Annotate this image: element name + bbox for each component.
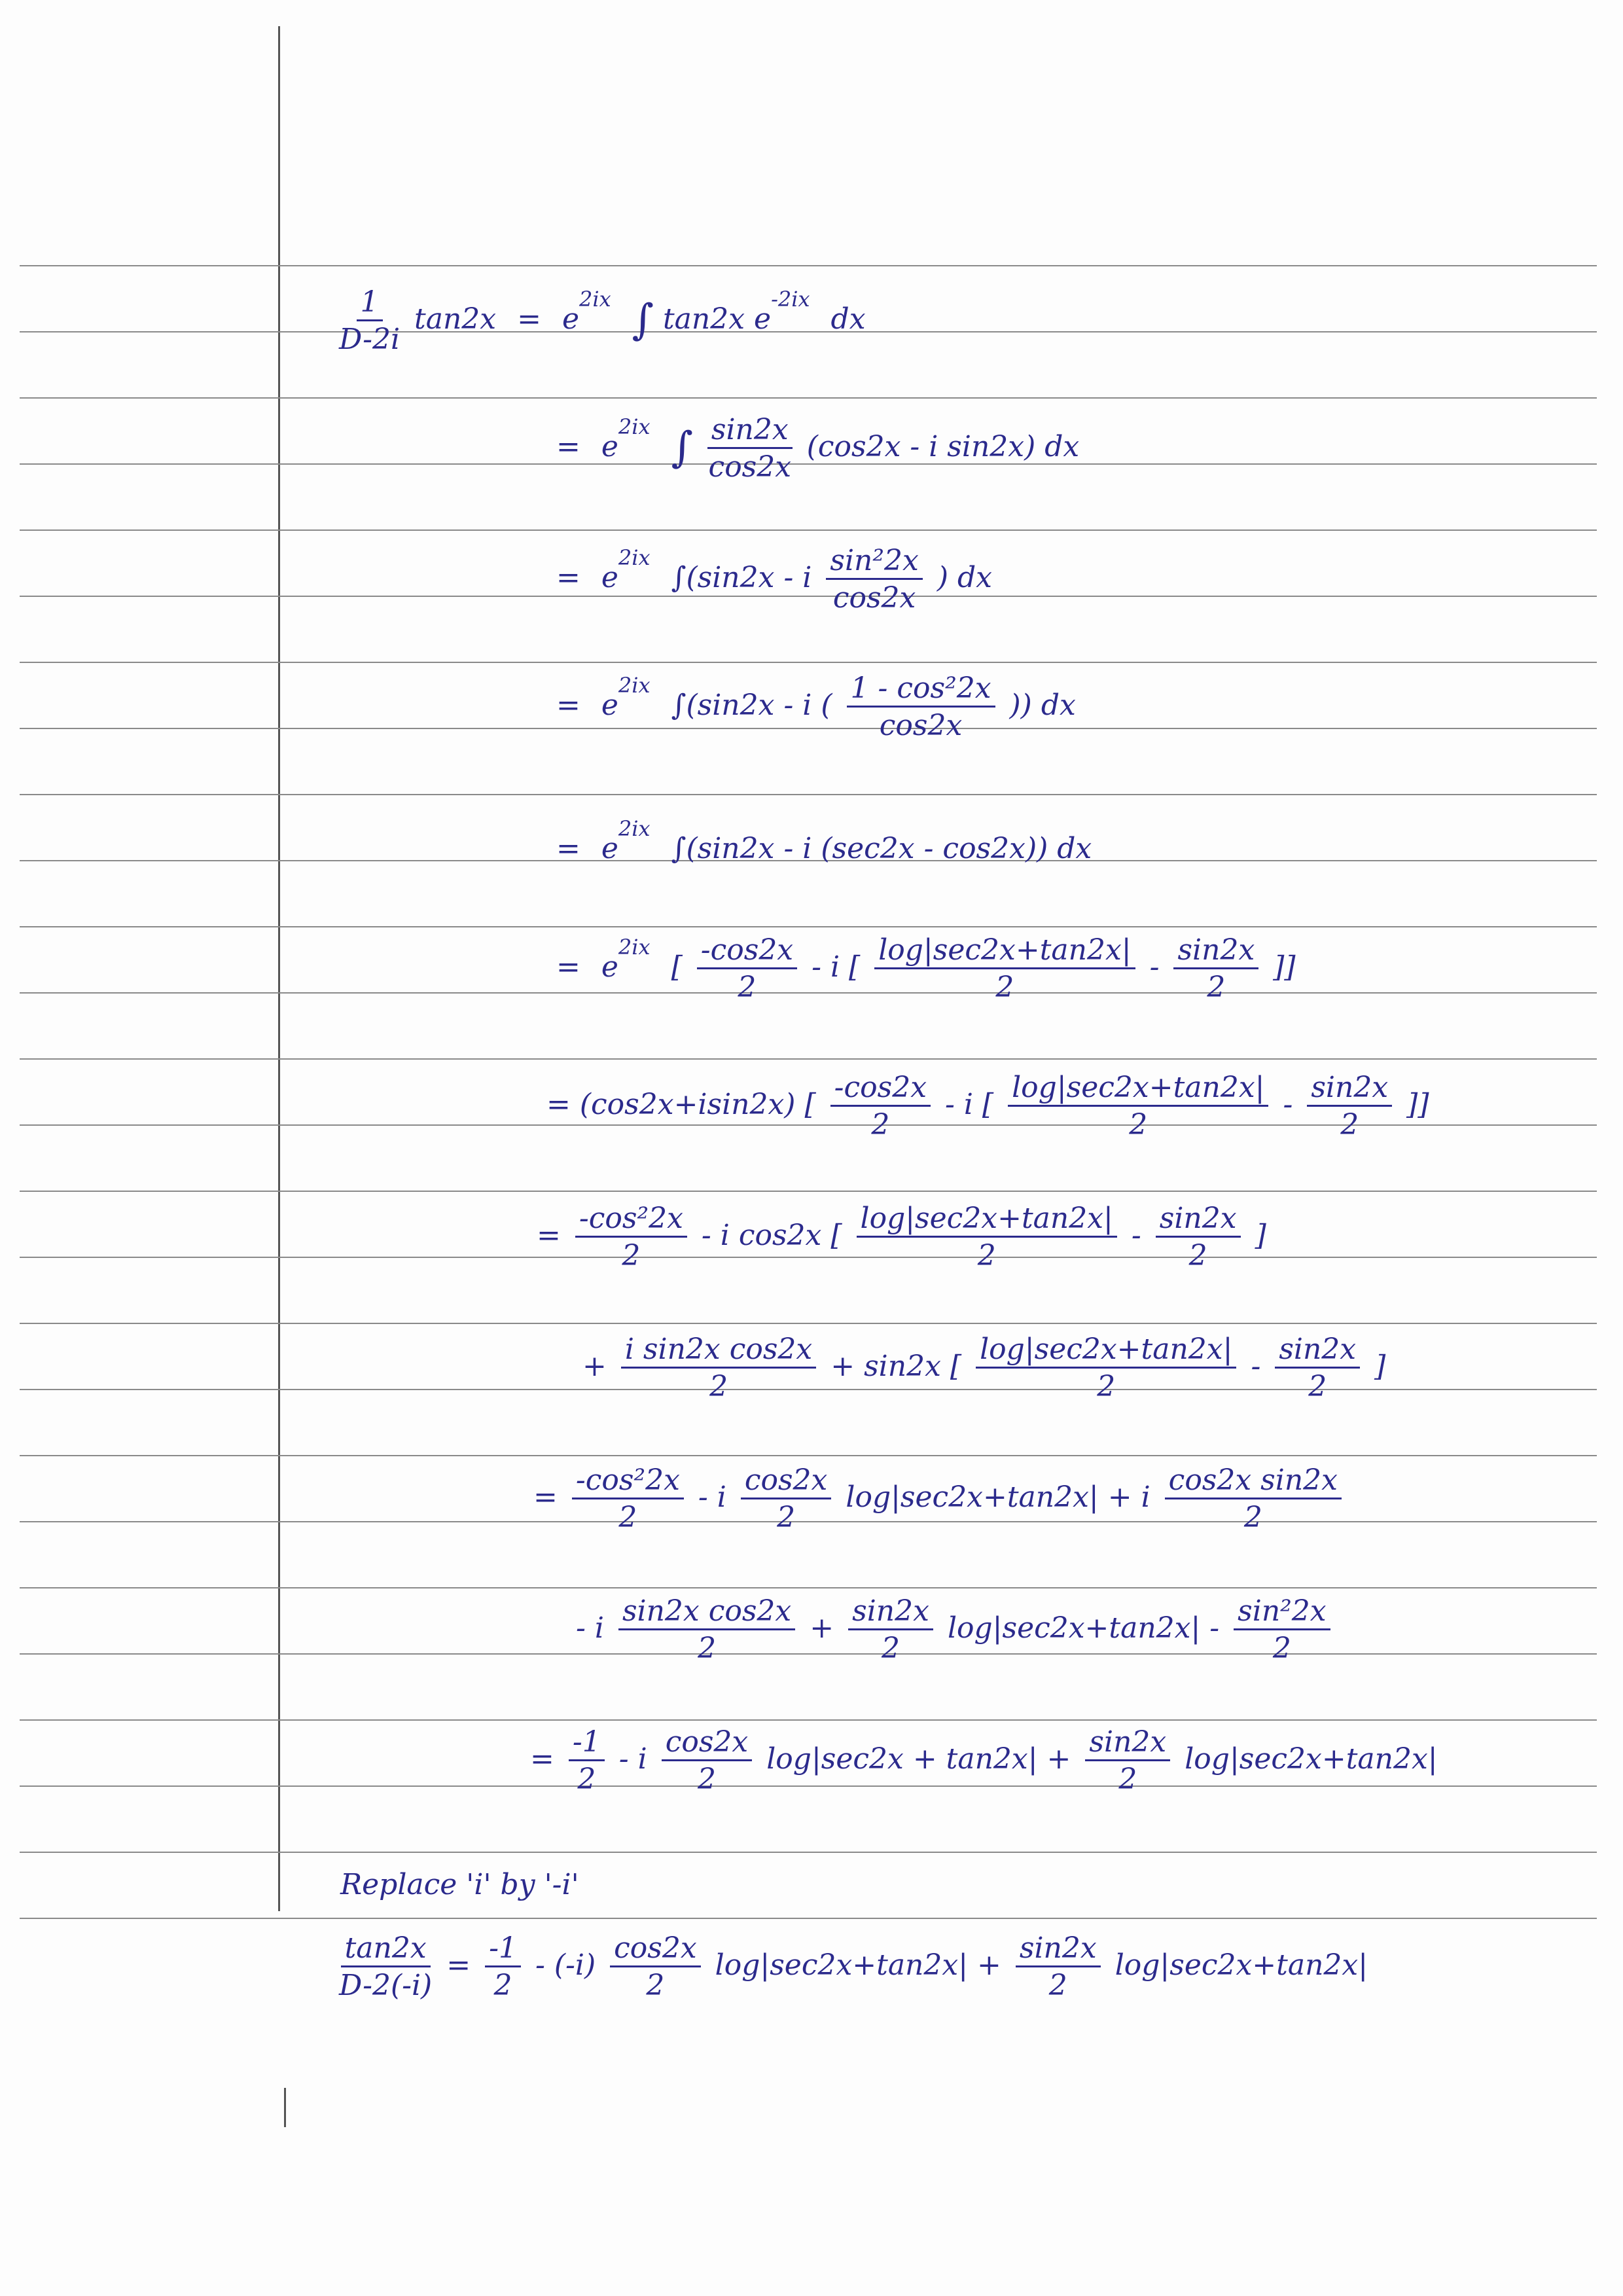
ruled-line: [20, 1323, 1597, 1324]
equation-line-8: = $\frac{\text{-cos²2x}}{2}$ - i cos2x [ $\frac{\log|\sec 2x+\tan 2x|}{2}$ - $\frac{\sin 2x}{2}$ ]: [537, 1202, 1266, 1272]
ruled-line: [20, 1719, 1597, 1721]
equation-line-10: = $\frac{\text{-cos²2x}}{2}$ - i $\frac{\cos 2x}{2}$ log|sec2x+tan2x| + i $\frac{\text{cos2x sin2x}}{2}$: [533, 1466, 1347, 1532]
ruled-line: [20, 1191, 1597, 1192]
ruled-line: [20, 1918, 1597, 1919]
ruled-line: [20, 662, 1597, 663]
ruled-line: [20, 1587, 1597, 1588]
ruled-line: [20, 397, 1597, 399]
ruled-line: [20, 1058, 1597, 1060]
equation-line-1: $\frac{1}{D-2i}$ $\tan 2x = e^{2ix}$ ∫ tan2x $e^{-2ix}$ dx: [339, 285, 866, 356]
equation-line-11: - i $\frac{\text{sin2x cos2x}}{2}$ + $\frac{\sin 2x}{2}$ log|sec2x+tan2x| - $\frac{\text{sin²2x}}{2}$: [576, 1597, 1336, 1663]
equation-line-12: = $\frac{-1}{2}$ - i $\frac{\cos 2x}{2}$ log|sec2x + tan2x| + $\frac{\sin 2x}{2}$ log|sec2x+tan2x|: [530, 1725, 1438, 1796]
ruled-line: [20, 529, 1597, 531]
margin-line-fragment: [284, 2088, 286, 2127]
ruled-line: [20, 926, 1597, 927]
equation-line-3: = $e^{2ix}$ ∫(sin2x - i $\frac{\text{sin²2x}}{\cos 2x}$ ) dx: [556, 544, 992, 615]
equation-line-7: = (cos2x+isin2x) [ $\frac{-\cos 2x}{2}$ - i [ $\frac{\log|\sec 2x+\tan 2x|}{2}$ - $\frac{\sin 2x}{2}$ ]]: [546, 1071, 1429, 1141]
ruled-line: [20, 265, 1597, 266]
ruled-line: [20, 1455, 1597, 1456]
ruled-line: [20, 794, 1597, 795]
ruled-line: [20, 1852, 1597, 1853]
equation-line-6: = $e^{2ix}$ [ $\frac{-\cos 2x}{2}$ - i [ $\frac{\log|\sec 2x+\tan 2x|}{2}$ - $\frac{\sin 2x}{2}$ ]]: [556, 933, 1296, 1004]
margin-line: [278, 26, 280, 1911]
equation-line-5: = $e^{2ix}$ ∫(sin2x - i (sec2x - cos2x)) dx: [556, 816, 1092, 865]
equation-line-9: + $\frac{\text{i sin2x cos2x}}{2}$ + sin2x [ $\frac{\log|\sec 2x+\tan 2x|}{2}$ - $\frac{\sin 2x}{2}$ ]: [582, 1333, 1386, 1403]
lhs-fraction: $\frac{1}{D-2i}$: [339, 285, 401, 356]
equation-line-4: = $e^{2ix}$ ∫(sin2x - i ( $\frac{\text{1 - cos²2x}}{\cos 2x}$ )) dx: [556, 672, 1076, 742]
equation-line-2: = $e^{2ix}$ ∫ $\frac{\sin 2x}{\cos 2x}$ (cos2x - i sin2x) dx: [556, 413, 1080, 484]
equation-line-final: $\frac{\tan 2x}{D-2(-i)}$ = $\frac{-1}{2}$ - (-i) $\frac{\cos 2x}{2}$ log|sec2x+tan2x| + $\frac{\sin 2x}{2}$ log|sec2x+tan2x|: [339, 1931, 1368, 2002]
replace-note: Replace 'i' by '-i': [340, 1868, 579, 1901]
